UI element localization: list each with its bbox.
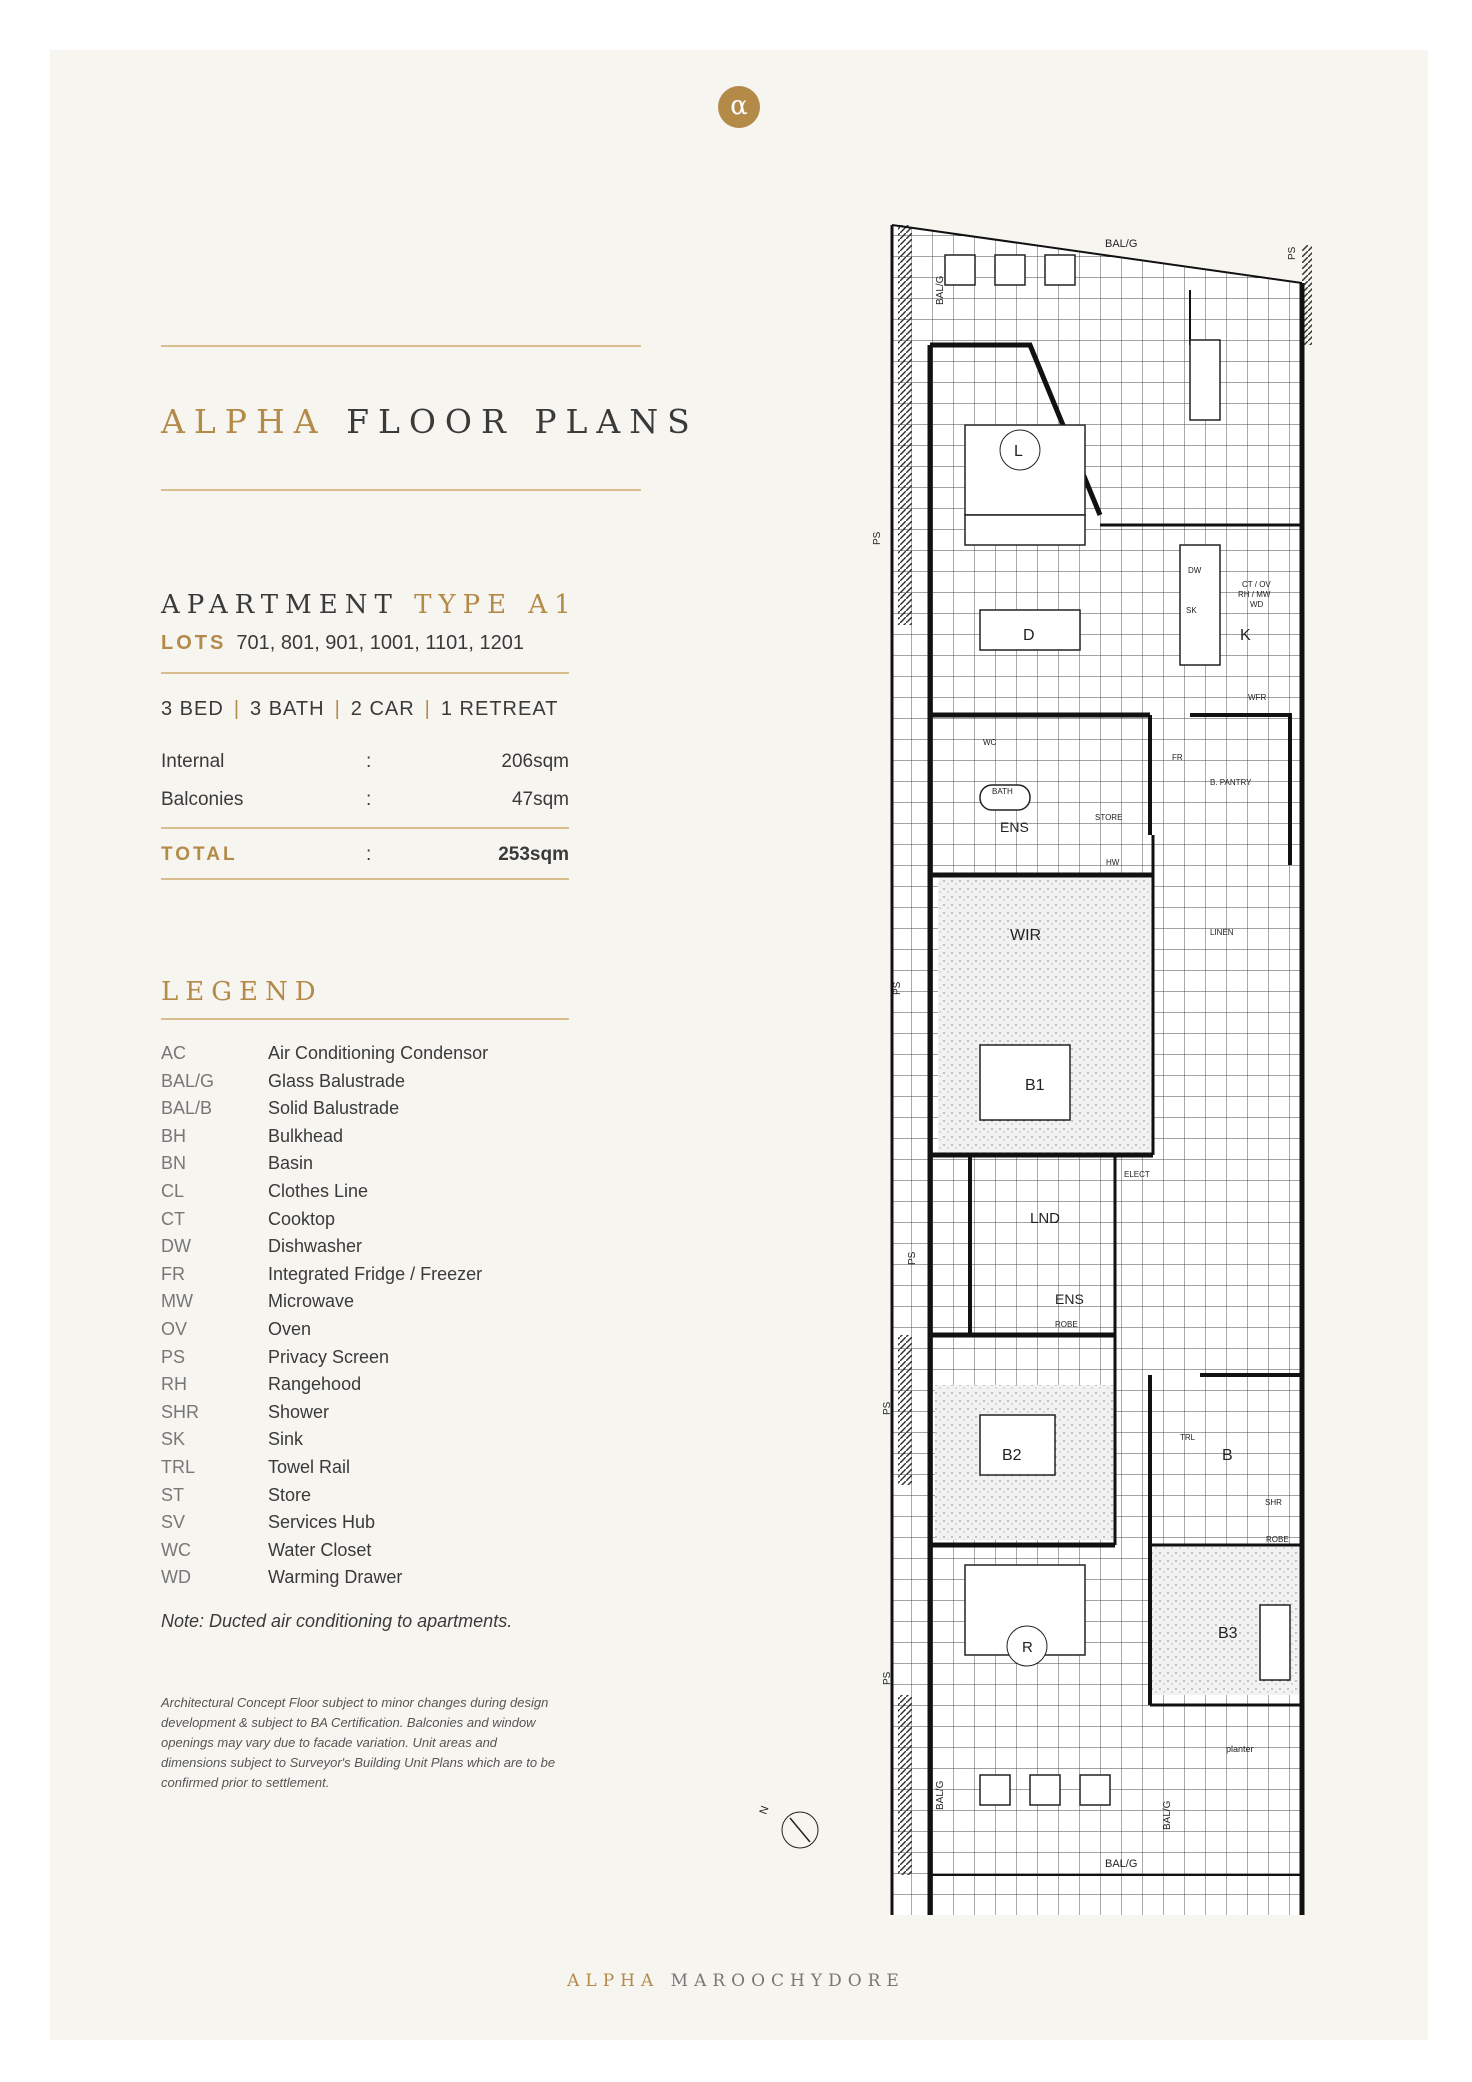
legend-item (161, 1291, 581, 1319)
plan-label-ps: PS (882, 1671, 893, 1685)
wir-carpet (938, 875, 1153, 925)
legend-abbr: BAL/G (161, 1070, 215, 1091)
legend-abbr: WC (161, 1539, 191, 1560)
legend-item (161, 1485, 581, 1513)
legend-abbr: SHR (161, 1401, 200, 1422)
outdoor-chair (995, 255, 1025, 285)
plan-label-balg-side: BAL/G (935, 1780, 946, 1810)
outdoor-chair (1045, 255, 1075, 285)
page-title (161, 402, 699, 441)
spec-baths: 3 BATH (250, 698, 325, 720)
plan-label-ps: PS (882, 1401, 893, 1415)
legend-item (161, 1429, 581, 1457)
area-colon: : (366, 789, 372, 810)
legend-item (161, 1540, 581, 1568)
plan-label-elect: ELECT (1124, 1170, 1150, 1179)
area-value: 206sqm (501, 751, 569, 772)
plan-label-dining: D (1023, 627, 1035, 644)
title-rest: FLOOR PLANS (346, 402, 699, 441)
legend-item (161, 1264, 581, 1292)
spec-separator: | (424, 698, 431, 720)
outdoor-dining-table (1190, 340, 1220, 420)
kitchen-island (1180, 545, 1220, 665)
legend-desc: Rangehood (268, 1374, 362, 1395)
legend-desc: Air Conditioning Condensor (268, 1043, 489, 1063)
total-label: TOTAL (161, 844, 238, 865)
total-colon: : (366, 844, 372, 865)
plan-label-bath: BATH (992, 787, 1013, 796)
plan-label-linen: LINEN (1210, 928, 1234, 937)
coffee-table (965, 515, 1085, 545)
title-accent: ALPHA (161, 402, 327, 441)
plan-label-ps: PS (892, 981, 903, 995)
plan-label-rh-mw: RH / MW (1238, 590, 1271, 599)
legend-rule (161, 1018, 569, 1020)
plan-label-b-pantry: B. PANTRY (1210, 778, 1252, 787)
bed-b3 (1260, 1605, 1290, 1680)
lots-rule (161, 672, 569, 674)
footer-brand (0, 1971, 1472, 1991)
legend-desc: Warming Drawer (268, 1567, 403, 1588)
plan-label-balg: BAL/G (1105, 1858, 1138, 1870)
legend-abbr: OV (161, 1318, 188, 1339)
plan-label-hw: HW (1106, 858, 1120, 867)
plan-label-wfr: WFR (1248, 693, 1267, 702)
spec-separator: | (233, 698, 241, 720)
plan-label-balg-side: BAL/G (935, 275, 946, 305)
plan-label-ps: PS (1287, 246, 1298, 260)
footer-rest: MAROOCHYDORE (670, 1971, 905, 1991)
legend-desc: Store (268, 1484, 312, 1505)
plan-label-ct-ov: CT / OV (1242, 580, 1271, 589)
legend-abbr: CL (161, 1180, 185, 1201)
legend-desc: Cooktop (268, 1208, 336, 1229)
plan-label-balg-side: BAL/G (1162, 1800, 1173, 1830)
plan-label-living: L (1014, 443, 1023, 460)
apartment-type-heading (161, 590, 578, 620)
legend-abbr: DW (161, 1236, 191, 1257)
legend-item (161, 1236, 581, 1264)
legend-item (161, 1347, 581, 1375)
area-label: Balconies (161, 789, 244, 810)
title-rule-bottom (161, 489, 641, 491)
legend-abbr: SV (161, 1512, 186, 1533)
spec-separator: | (334, 698, 341, 720)
legend-item (161, 1512, 581, 1540)
plan-label-shr: SHR (1265, 1498, 1282, 1507)
total-value: 253sqm (498, 844, 569, 865)
lots-label: LOTS (161, 632, 227, 654)
legend-item (161, 1071, 581, 1099)
legend-title: LEGEND (161, 977, 323, 1007)
plan-label-robe: ROBE (1055, 1320, 1078, 1329)
legend-desc: Glass Balustrade (268, 1070, 406, 1091)
legend-abbr: CT (161, 1208, 185, 1229)
legend-abbr: BH (161, 1125, 187, 1146)
disclaimer: Architectural Concept Floor subject to minor changes during design development & subject to BA Certification. Balconies and window openings may vary due to facade variation. Unit areas and dimensions subject to Surveyor's Building Unit Plans which are to be confirmed prior to settlement. (161, 1695, 556, 1790)
legend-abbr: TRL (161, 1456, 196, 1477)
legend-item (161, 1209, 581, 1237)
legend-item (161, 1319, 581, 1347)
apartment-specs (161, 698, 558, 721)
plan-label-north: N (757, 1804, 772, 1817)
outdoor-chair (980, 1775, 1010, 1805)
legend-item (161, 1153, 581, 1181)
legend-desc: Basin (268, 1153, 314, 1174)
plan-label-wd: WD (1250, 600, 1264, 609)
legend-abbr: AC (161, 1043, 187, 1063)
plan-label-ens-2: ENS (1055, 1291, 1084, 1307)
spec-beds: 3 BED (161, 698, 224, 720)
legend-desc: Water Closet (268, 1539, 372, 1560)
legend-desc: Services Hub (268, 1512, 376, 1533)
legend-desc: Sink (268, 1429, 304, 1450)
legend-abbr: MW (161, 1291, 193, 1312)
privacy-screen (898, 1335, 912, 1485)
legend-desc: Integrated Fridge / Freezer (268, 1263, 483, 1284)
spec-retreat: 1 RETREAT (440, 698, 559, 720)
legend-desc: Oven (268, 1318, 312, 1339)
plan-label-robe-2: ROBE (1266, 1535, 1289, 1544)
legend-abbr: BN (161, 1153, 187, 1174)
alpha-logo-icon: α (718, 86, 760, 128)
legend-desc: Solid Balustrade (268, 1098, 400, 1119)
legend-desc: Shower (268, 1401, 330, 1422)
legend-item (161, 1374, 581, 1402)
plan-label-planter: planter (1226, 1744, 1254, 1754)
apartment-type: TYPE A1 (414, 590, 578, 620)
legend-abbr: RH (161, 1374, 187, 1395)
privacy-screen (898, 1695, 912, 1875)
bed-b2 (980, 1415, 1055, 1475)
legend-abbr: ST (161, 1484, 185, 1505)
outdoor-chair (1080, 1775, 1110, 1805)
legend-desc: Towel Rail (268, 1456, 351, 1477)
plan-label-wir: WIR (1010, 927, 1042, 944)
legend-abbr: PS (161, 1346, 186, 1367)
footer-accent: ALPHA (567, 1971, 660, 1991)
outdoor-chair (1030, 1775, 1060, 1805)
legend-item (161, 1098, 581, 1126)
plan-label-dw: DW (1188, 566, 1202, 575)
plan-label-sk: SK (1186, 606, 1197, 615)
plan-label-balg: BAL/G (1105, 238, 1138, 250)
legend-abbr: FR (161, 1263, 185, 1284)
spec-cars: 2 CAR (350, 698, 415, 720)
lots-values: 701, 801, 901, 1001, 1101, 1201 (236, 632, 525, 654)
apartment-label: APARTMENT (161, 590, 399, 620)
area-value: 47sqm (511, 789, 569, 810)
legend-desc: Bulkhead (268, 1125, 344, 1146)
legend-desc: Microwave (268, 1291, 355, 1312)
plan-label-ps: PS (872, 531, 883, 545)
plan-label-kitchen: K (1240, 627, 1251, 644)
legend-abbr: SK (161, 1429, 186, 1450)
plan-label-fr: FR (1172, 753, 1183, 762)
legend-item (161, 1567, 581, 1595)
lots-line (161, 632, 524, 655)
plan-label-b: B (1222, 1447, 1233, 1464)
plan-label-store: STORE (1095, 813, 1123, 822)
area-colon: : (366, 751, 372, 772)
legend-item (161, 1457, 581, 1485)
plan-label-lnd: LND (1030, 1210, 1061, 1227)
legend-item (161, 1126, 581, 1154)
legend-desc: Clothes Line (268, 1180, 369, 1201)
plan-label-ens: ENS (1000, 819, 1029, 835)
legend-item (161, 1402, 581, 1430)
plan-label-b2: B2 (1002, 1447, 1022, 1464)
plan-label-ps: PS (907, 1251, 918, 1265)
legend-item (161, 1043, 581, 1071)
floor-plan (757, 215, 1330, 1915)
outdoor-chair (945, 255, 975, 285)
areas-rule (161, 827, 569, 829)
plan-label-b1: B1 (1025, 1077, 1045, 1094)
legend-abbr: WD (161, 1567, 191, 1588)
legend-desc: Dishwasher (268, 1236, 363, 1257)
privacy-screen (898, 225, 912, 625)
legend-list (161, 1043, 581, 1595)
legend-abbr: BAL/B (161, 1098, 213, 1119)
plan-label-trl: TRL (1180, 1433, 1196, 1442)
legend-desc: Privacy Screen (268, 1346, 390, 1367)
plan-label-retreat: R (1022, 1639, 1033, 1656)
total-rule (161, 878, 569, 880)
area-label: Internal (161, 751, 225, 772)
legend-item (161, 1181, 581, 1209)
plan-label-wc: WC (983, 738, 997, 747)
plan-label-b3: B3 (1218, 1625, 1238, 1642)
title-rule-top (161, 345, 641, 347)
aircon-note: Note: Ducted air conditioning to apartments. (161, 1611, 513, 1631)
